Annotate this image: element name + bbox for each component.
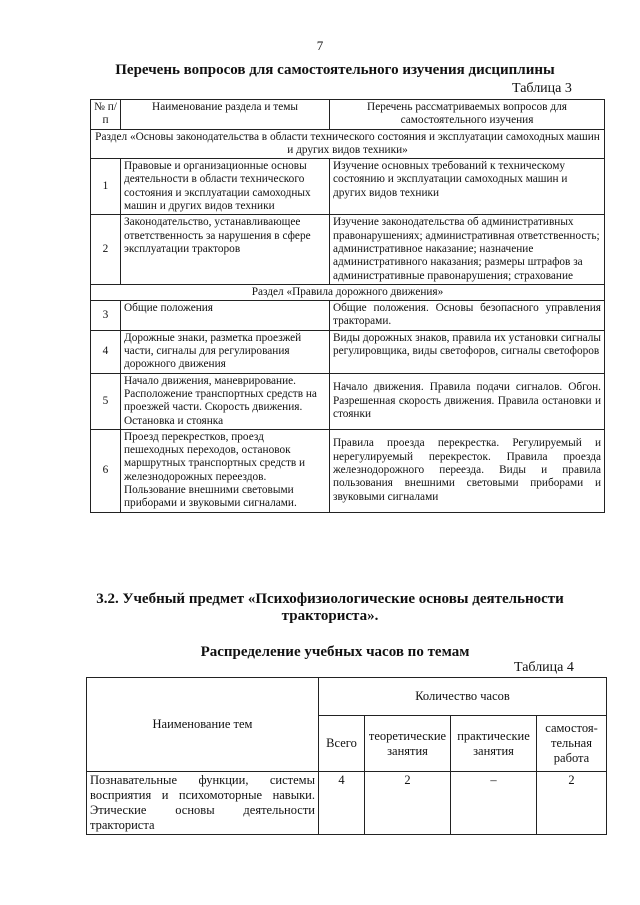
table4-label: Таблица 4 [514,660,574,675]
row-num: 3 [91,301,121,331]
row-name: Правовые и организационные основы деятельности в области технического состояния и эксплуатации самоходных машин и других видов техники [121,159,330,215]
table4-header-row [87,678,607,716]
table3-header-row [91,100,605,130]
row-name: Начало движения, маневрирование. Расположение транспортных средств на проезжей части. Скорость движения. Остановка и стоянка [121,373,330,429]
row-total: 4 [319,772,365,835]
table-row [87,772,607,835]
row-practice: – [451,772,537,835]
row-theory: 2 [365,772,451,835]
section1-title: Раздел «Основы законодательства в области технического состояния и эксплуатации самоходных машин и других видов техники» [91,129,605,159]
header-hours: Количество часов [319,678,607,716]
header-theory: теоретические занятия [365,716,451,772]
table3-label: Таблица 3 [512,81,572,96]
page-number: 7 [316,38,324,53]
header-num: № п/п [91,100,121,130]
row-num: 4 [91,330,121,373]
table-row [91,301,605,331]
section-row [91,284,605,300]
section2-title: Раздел «Правила дорожного движения» [91,284,605,300]
section-heading: Перечень вопросов для самостоятельного изучения дисциплины [115,62,555,78]
hours-heading: Распределение учебных часов по темам [200,644,470,660]
header-topic: Наименование тем [87,678,319,772]
row-self: 2 [537,772,607,835]
header-questions: Перечень рассматриваемых вопросов для самостоятельного изучения [330,100,605,130]
row-questions: Начало движения. Правила подачи сигналов. Обгон. Разрешенная скорость движения. Правила остановки и стоянки [330,373,605,429]
header-practice: практические занятия [451,716,537,772]
table-row [91,215,605,284]
row-questions: Правила проезда перекрестка. Регулируемый и нерегулируемый перекресток. Правила проезда железнодорожного переезда. Виды и правила пользования внешними световыми приборами и звуковыми сигналами [330,429,605,512]
row-questions: Виды дорожных знаков, правила их установки сигналы регулировщика, виды светофоров, сигналы светофоров [330,330,605,373]
header-name: Наименование раздела и темы [121,100,330,130]
row-name: Проезд перекрестков, проезд пешеходных переходов, остановок маршрутных транспортных средств и железнодорожных переездов. Пользование внешними световыми приборами и звуковыми сигналами. [121,429,330,512]
row-num: 5 [91,373,121,429]
section-row [91,129,605,159]
row-num: 2 [91,215,121,284]
table-row [91,330,605,373]
table3 [90,99,605,513]
row-questions: Общие положения. Основы безопасного управления тракторами. [330,301,605,331]
row-topic: Познавательные функции, системы восприятия и психомоторные навыки. Этические основы деятельности тракториста [87,772,319,835]
row-questions: Изучение основных требований к техническому состоянию и эксплуатации самоходных машин и других видов техники [330,159,605,215]
header-total: Всего [319,716,365,772]
row-name: Законодательство, устанавливающее ответственность за нарушения в сфере эксплуатации тракторов [121,215,330,284]
table-row [91,373,605,429]
row-name: Дорожные знаки, разметка проезжей части, сигналы для регулирования дорожного движения [121,330,330,373]
row-questions: Изучение законодательства об административных правонарушениях; административная ответственность; административное наказание; назначение административного наказания; размеры штрафов за административные правонарушения; страхование [330,215,605,284]
row-num: 1 [91,159,121,215]
row-name: Общие положения [121,301,330,331]
header-self: самостоя- тельная работа [537,716,607,772]
table-row [91,429,605,512]
table-row [91,159,605,215]
row-num: 6 [91,429,121,512]
subject-heading: 3.2. Учебный предмет «Психофизиологические основы деятельности тракториста». [96,591,564,624]
table4 [86,677,607,835]
